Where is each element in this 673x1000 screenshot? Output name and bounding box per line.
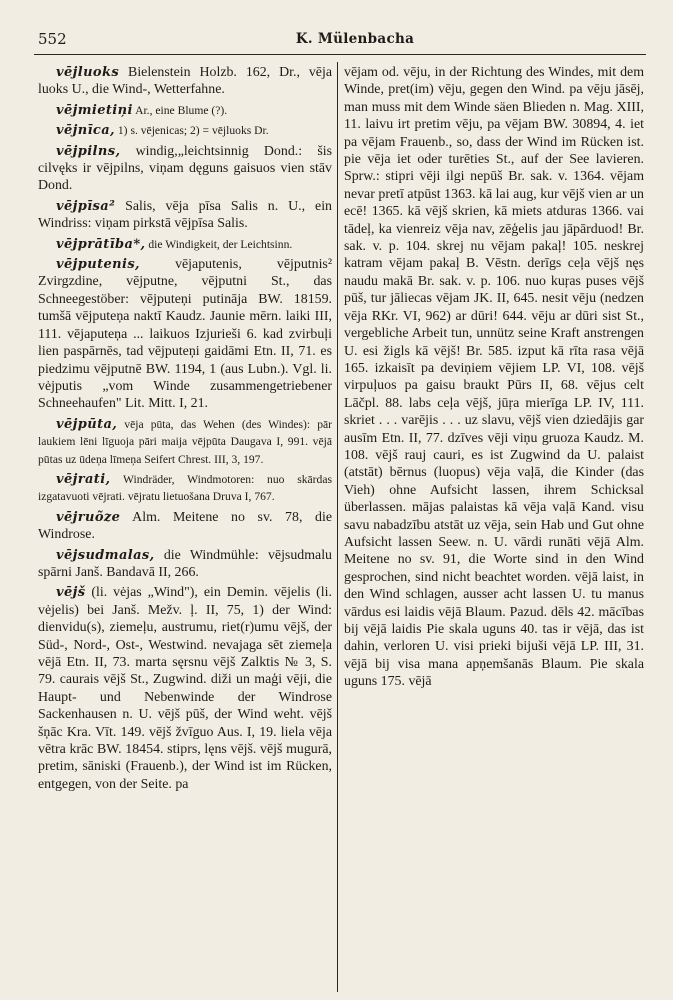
entry-headword: vējsudmalas, bbox=[56, 547, 155, 563]
dictionary-entry bbox=[38, 471, 332, 506]
dictionary-entry bbox=[38, 547, 332, 582]
dictionary-entry bbox=[38, 236, 332, 253]
entry-body: Ar., eine Blume (?). bbox=[132, 103, 228, 117]
entry-headword: vējmietiņi bbox=[56, 102, 133, 118]
entry-headword: vējš bbox=[56, 585, 86, 601]
page-number: 552 bbox=[38, 30, 67, 48]
entry-body: die Windigkeit, der Leichtsinn. bbox=[145, 237, 293, 251]
entry-headword: vējpilns, bbox=[56, 143, 121, 159]
entry-headword: vējpūta, bbox=[56, 416, 118, 432]
dictionary-entry bbox=[38, 143, 332, 195]
entry-body: (li. vėjas „Wind"), ein Demin. vējelis (li. vėjelis) bei Janš. Mežv. ļ. II, 75, 1) der Wind: dienvidu(s), ziemeļu, austrumu, riet(r)umu vējš, der Süd-, Nord-, Ost-, Westwind. nevajaga sēt ziemeļa vējā Etn. II, 73. marta sęrsnu vējš Zalktis № 3, S. 79. caurais vējš St., Zugwind. diži un maģi vēji, die Haupt- und Nebenwinde der Windrose Sackenhausen n. U. vējš pūš, der Wind weht. vējš šņāc Kra. Vīt. 149. vējš žvīguo Aus. I, 19. liela vēja vētra krāc BW. 18454. stiprs, lęns vējš. vējš mugurā, pretim, sāniski (Frauenb.), der Wind ist im Rücken, entgegen, von der Seite. pa bbox=[38, 585, 332, 792]
entry-body: vējam od. vēju, in der Richtung des Windes, mit dem Winde, pret(im) vēju, gegen den Wind. pa vēju jāsēj, man muss mit dem Winde säen Blieden n. Mag. XIII, 11. laivu irt pretim vēju, pa vējam BW. 30894, 4. iet pa vējam Frauenb., so, dass der Wind im Rücken ist. pie vēja iet oder turēties St., auf der See lavieren. Sprw.: stipri vēji ilgi nepūš Br. sak. v. 1364. vējam nevar pretī atpūst 1363. kā lai aug, kur vējš vien ar un ecē! 1365. kā vējš skrien, kā miets atduras 1366. vai tādeļ, ka vienreiz vēja nav, zēģelis jau jāpārduod! Br. sak. v. p. 104. skrej nu vējam pakaļ! 105. neskrej katram vējam pakaļ B. Vēstn. derīgs ceļa vējš nęs naudu makā Br. sak. v. p. 106. nuo kuŗas puses vējš pūš, tur jāliecas vējam JK. II, 645. nesit vēju (nedzen vēja RKr. VI, 962) ar dūri! 644. vēju ar dūri sist St., vergebliche Arbeit tun, unnütz seine Kraft anstrengen U. esi žigls kā vējš! Br. 585. izput kā rīta rasa vējā 165. izkaisīt pa deviņiem vējiem LP. VI, 108. vējš virpuļuos pa gaisu braukt Pūrs II, 68. vējus celt Lāčpl. 88. labs ceļa vējš, jūŗa mierīga LP. IV, 111. skriet . . . varējis . . . uz slavu, vējš vien dziedājis gar ausīm Etn. II, 77. dzīves vēji viņu gruoza Kaudz. M. 108. vējš rauj cauri, es ist Zugwind da U. palaist (atstāt) bērnus (luopus) vēja vaļā, die Kinder (das Vieh) ohne Aufsicht lassen, ihrem Schicksal überlassen. mājas palaistas kā vēja vaļā Kand. visu savu nabadzību atstāt uz vēja, sein Hab und Gut ohne Aufsicht lassen Seew. n. U. vārdi runāti vējā Alm. Meitene no sv. 91, die Worte sind in den Wind gesprochen, sind nicht beachtet worden. vējā laist, in den Wind schlagen, ausser acht lassen U. tu manus vārdus esi laidis vējā Blaum. Pazud. dēls 42. mācības bij vējā laidis Pie skala uguns 40. tas ir vējā, das ist dahin, verloren U. visi prieki bijuši vējā LP. III, 31. vējā bij visa mana apņemšanās Blaum. Pie skala uguns 175. vējā bbox=[344, 65, 644, 690]
entry-body: Bielenstein Holzb. 162, Dr., vēja luoks U., die Wind-, Wetterfahne. bbox=[38, 65, 332, 98]
dictionary-entry bbox=[38, 102, 332, 119]
dictionary-entry bbox=[38, 416, 332, 468]
entry-body: Salis, vēja pīsa Salis n. U., ein Windriss: viņam pirkstā vējpīsa Salis. bbox=[38, 198, 332, 232]
header-rule bbox=[34, 54, 646, 55]
dictionary-entry bbox=[38, 509, 332, 544]
entry-body: vējaputenis, vējputnis² Zvirgzdine, vējputne, vējputni St., das Schneegestöber: vējputeņi putināja BW. 18159. tumšā vējputeņa naktī Kaudz. Jaunie mērn. laiki III, 111. vējaputeņa ... laikuos Izjurieši 6. kad zvirbuļi lien paspārnēs, tad vējputeņi gaidāmi Etn. II, 71. es piedzimu vējputnē BW. 1194, 1 (aus Lubn.). Vgl. li. vėjputis „vom Winde zusammengetriebener Schneehaufen" Lit. Mitt. I, 21. bbox=[38, 257, 332, 412]
dictionary-entry bbox=[344, 64, 644, 691]
entry-headword: vējprātība*, bbox=[56, 236, 146, 252]
entry-body: windig,„leichtsinnig Dond.: šis cilvęks ir vējpilns, viņam dęguns gaisuos vien stāv Dond. bbox=[38, 143, 332, 194]
right-column bbox=[344, 64, 644, 694]
page-header bbox=[0, 30, 673, 52]
left-column bbox=[38, 64, 332, 796]
entry-body: 1) s. vējenicas; 2) = vējluoks Dr. bbox=[114, 124, 269, 138]
running-head-author: K. Mülenbacha bbox=[295, 31, 415, 47]
entry-headword: vējluoks bbox=[56, 65, 120, 80]
dictionary-entry bbox=[38, 198, 332, 233]
entry-headword: vējruõze bbox=[56, 509, 121, 525]
entry-headword: vējrati, bbox=[56, 471, 111, 487]
entry-body: Windräder, Windmotoren: nuo skārdas izgatavuoti vējrati. vējratu lietuošana Druva I, 767. bbox=[38, 472, 332, 504]
dictionary-entry bbox=[38, 256, 332, 413]
entry-headword: vējputenis, bbox=[56, 257, 140, 273]
dictionary-entry bbox=[38, 584, 332, 793]
entry-body: vēja pūta, das Wehen (des Windes): pār laukiem lēni līguoja pāri maija vējpūta Daugava I, 991. vējā pūtas uz ūdeņa līmeņa Seifert Chrest. III, 3, 197. bbox=[38, 417, 332, 466]
entry-headword: vējnīca, bbox=[56, 123, 115, 139]
dictionary-entry bbox=[38, 122, 332, 139]
entry-headword: vējpīsa² bbox=[56, 198, 116, 214]
dictionary-entry bbox=[38, 64, 332, 99]
entry-body: Alm. Meitene no sv. 78, die Windrose. bbox=[38, 509, 332, 543]
column-divider bbox=[337, 62, 338, 992]
entry-body: die Windmühle: vējsudmalu spārni Janš. Bandavā II, 266. bbox=[38, 547, 332, 580]
